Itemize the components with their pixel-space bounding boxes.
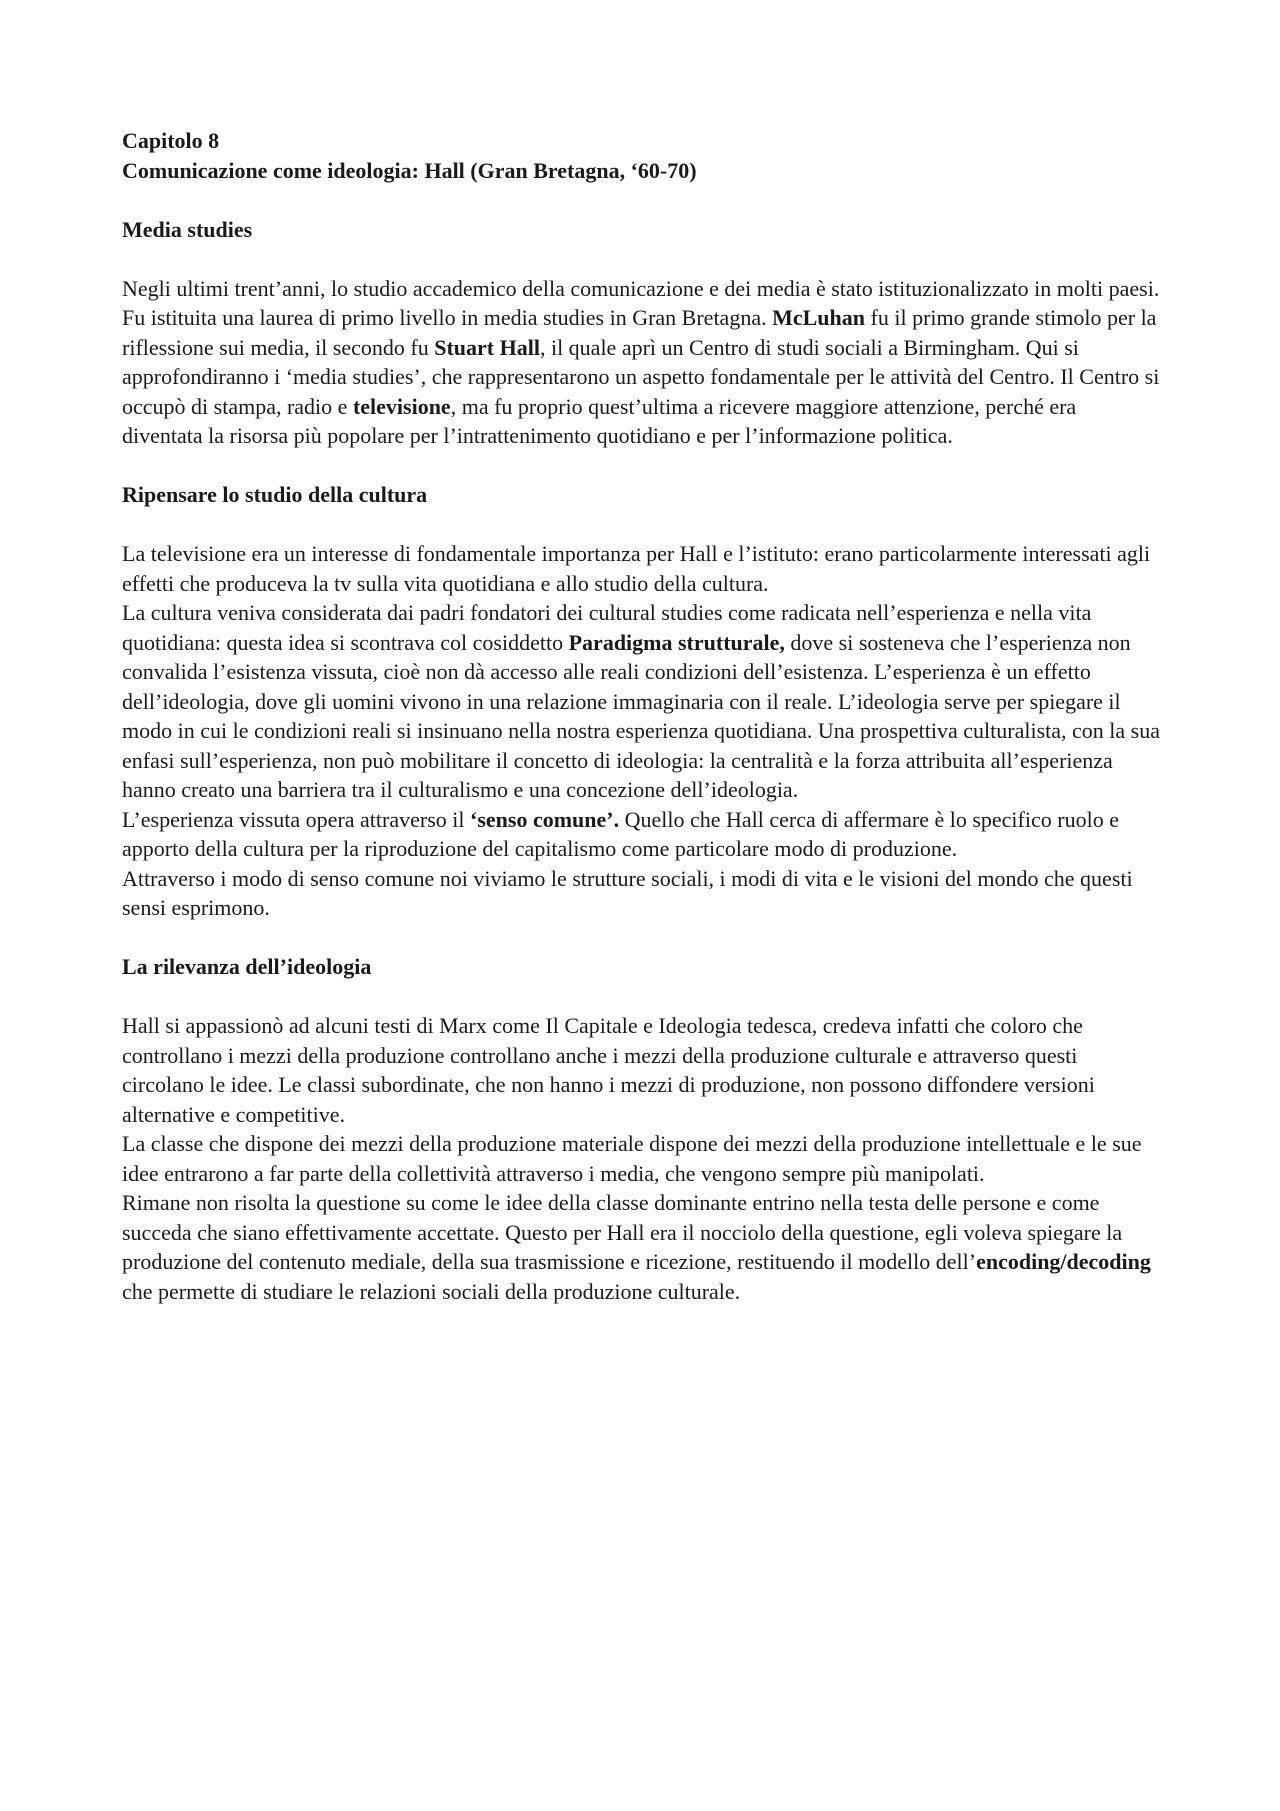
- text-run: fu il primo grande stimolo per la riflessione sui media, il secondo fu: [122, 305, 1157, 360]
- text-run: Hall si appassionò ad alcuni testi di Marx come Il Capitale e Ideologia tedesca, credeva infatti che coloro che controllano i mezzi della produzione controllano anche i mezzi della produzione culturale e attraverso questi circolano le idee. Le classi subordinate, che non hanno i mezzi di produzione, non possono diffondere versioni alternative e competitive.: [122, 1013, 1095, 1127]
- bold-text: televisione: [352, 393, 451, 419]
- paragraph: [122, 1188, 1162, 1306]
- bold-text: Stuart Hall: [434, 334, 540, 360]
- spacer: [122, 923, 1162, 953]
- chapter-title: Comunicazione come ideologia: Hall (Gran Bretagna, ‘60-70): [122, 157, 697, 183]
- text-run: L’esperienza vissuta opera attraverso il: [122, 806, 470, 832]
- paragraph: [122, 1129, 1162, 1188]
- text-run: Attraverso i modo di senso comune noi viviamo le strutture sociali, i modi di vita e le visioni del mondo che questi sensi esprimono.: [122, 865, 1133, 920]
- spacer: [122, 244, 1162, 274]
- bold-text: McLuhan: [772, 305, 866, 330]
- chapter-number: Capitolo 8: [122, 128, 220, 153]
- text-run: La classe che dispone dei mezzi della produzione materiale dispone dei mezzi della produzione intellettuale e le sue idee entrarono a far parte della collettività attraverso i media, che vengono sempre più manipolati.: [122, 1131, 1142, 1186]
- bold-text: encoding/decoding: [976, 1249, 1151, 1274]
- text-run: La televisione era un interesse di fondamentale importanza per Hall e l’istituto: erano particolarmente interessati agli effetti che produceva la tv sulla vita quotidiana e allo studio della cultura.: [122, 541, 1151, 596]
- document-page: [122, 126, 1162, 1306]
- text-run: Quello che Hall cerca di affermare è lo specifico ruolo e apporto della cultura per la riproduzione del capitalismo come particolare modo di produzione.: [122, 806, 1119, 861]
- text-run: , il quale aprì un Centro di studi sociali a Birmingham. Qui si approfondiranno i ‘media studies’, che rappresentarono un aspetto fondamentale per le attività del Centro. Il Centro si occupò di stampa, radio e: [122, 334, 1160, 419]
- text-run: , ma fu proprio quest’ultima a ricevere maggiore attenzione, perché era diventata la risorsa più popolare per l’intrattenimento quotidiano e per l’informazione politica.: [122, 393, 1077, 448]
- paragraph: [122, 598, 1162, 805]
- paragraph: [122, 805, 1162, 864]
- spacer: [122, 510, 1162, 540]
- spacer: [122, 451, 1162, 481]
- section: [122, 215, 1162, 481]
- spacer: [122, 185, 1162, 215]
- paragraph: [122, 864, 1162, 923]
- text-run: Rimane non risolta la questione su come le idee della classe dominante entrino nella testa delle persone e come succeda che siano effettivamente accettate. Questo per Hall era il nocciolo della questione, egli voleva spiegare la produzione del contenuto mediale, della sua trasmissione e ricezione, restituendo il modello dell’: [122, 1190, 1123, 1274]
- text-run: Negli ultimi trent’anni, lo studio accademico della comunicazione e dei media è stato istituzionalizzato in molti paesi. Fu istituita una laurea di primo livello in media studies in Gran Bretagna.: [122, 275, 1160, 330]
- text-run: dove si sosteneva che l’esperienza non convalida l’esistenza vissuta, cioè non dà accesso alle reali condizioni dell’esistenza. L’esperienza è un effetto dell’ideologia, dove gli uomini vivono in una relazione immaginaria con il reale. L’ideologia serve per spiegare il modo in cui le condizioni reali si insinuano nella nostra esperienza quotidiana. Una prospettiva culturalista, con la sua enfasi sull’esperienza, non può mobilitare il concetto di ideologia: la centralità e la forza attribuita all’esperienza hanno creato una barriera tra il culturalismo e una concezione dell’ideologia.: [122, 629, 1160, 802]
- section: [122, 952, 1162, 1306]
- section-heading: Media studies: [122, 216, 253, 242]
- text-run: che permette di studiare le relazioni sociali della produzione culturale.: [122, 1278, 741, 1304]
- paragraph: [122, 274, 1162, 451]
- text-run: La cultura veniva considerata dai padri fondatori dei cultural studies come radicata nell’esperienza e nella vita quotidiana: questa idea si scontrava col cosiddetto: [122, 600, 1092, 655]
- bold-text: ‘senso comune’.: [470, 806, 620, 832]
- paragraph: [122, 1011, 1162, 1129]
- bold-text: Paradigma strutturale,: [568, 629, 785, 655]
- section-heading: Ripensare lo studio della cultura: [122, 482, 428, 507]
- document-body: [122, 215, 1162, 1307]
- paragraph: [122, 539, 1162, 598]
- section: [122, 480, 1162, 952]
- spacer: [122, 982, 1162, 1012]
- section-heading: La rilevanza dell’ideologia: [122, 954, 372, 979]
